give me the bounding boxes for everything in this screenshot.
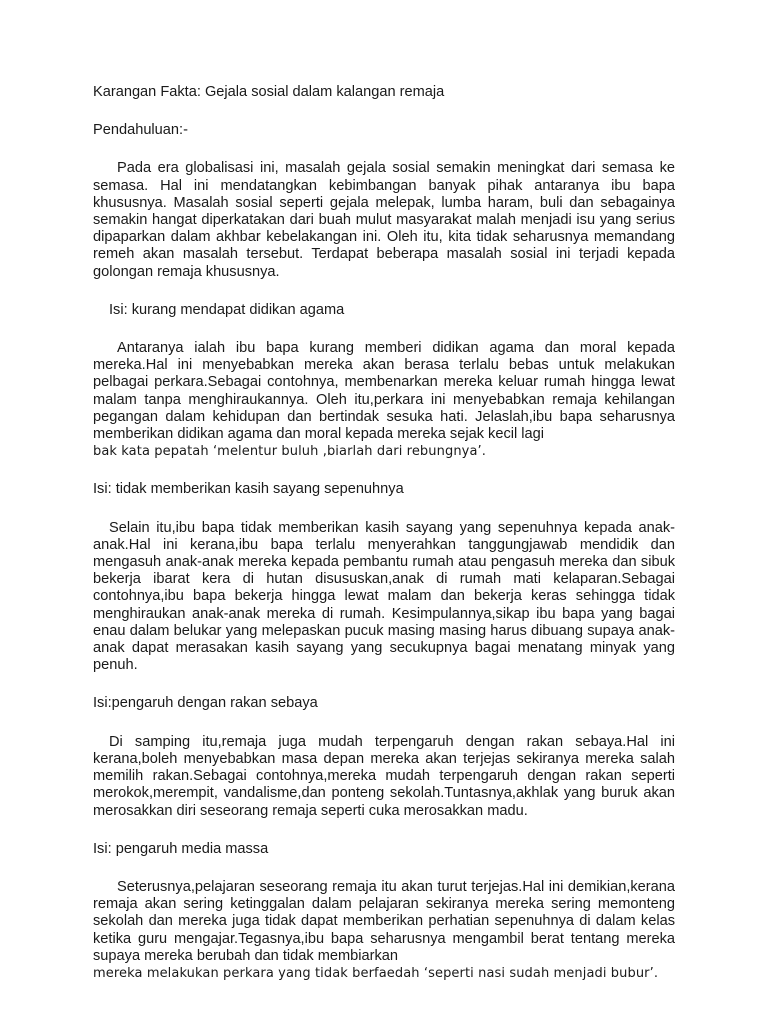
section-paragraph-agama — [93, 340, 675, 460]
section-paragraph-agama-proverb: bak kata pepatah ‘melentur buluh ,biarlah dari rebungnya’. — [93, 444, 486, 460]
section-heading-agama: Isi: kurang mendapat didikan agama — [109, 301, 345, 318]
section-heading-kasih-sayang: Isi: tidak memberikan kasih sayang sepenuhnya — [93, 481, 404, 498]
section-paragraph-rakan-sebaya: Di samping itu,remaja juga mudah terpengaruh dengan rakan sebaya.Hal ini kerana,boleh menyebabkan masa depan mereka akan terjejas sekiranya mereka salah memilih rakan.Sebagai contohnya,mereka mudah terpengaruh dengan rakan seperti merokok,merempit, vandalisme,dan ponteng sekolah.Tuntasnya,akhlak yang buruk akan merosakkan diri seseorang remaja seperti cuka merosakkan madu. — [93, 733, 675, 819]
section-paragraph-media-massa-text: Seterusnya,pelajaran seseorang remaja itu akan turut terjejas.Hal ini demikian,kerana remaja akan sering ketinggalan dalam pelajaran sekiranya mereka sering memonteng sekolah dan mereka juga tidak dapat memberikan perhatian sepenuhnya di dalam kelas ketika guru mengajar.Tegasnya,ibu bapa seharusnya mengambil berat tentang mereka supaya mereka berubah dan tidak membiarkan — [93, 878, 675, 964]
intro-paragraph: Pada era globalisasi ini, masalah gejala sosial semakin meningkat dari semasa ke semasa. Hal ini mendatangkan kebimbangan banyak pihak antaranya ibu bapa khususnya. Masalah sosial seperti gejala melepak, lumba haram, buli dan sebagainya semakin hangat diperkatakan dari buah mulut masyarakat malah menjadi isu yang serius dipaparkan dalam akhbar kebelakangan ini. Oleh itu, kita tidak seharusnya memandang remeh akan masalah tersebut. Terdapat beberapa masalah sosial ini terjadi kepada golongan remaja khususnya. — [93, 160, 675, 280]
section-heading-rakan-sebaya: Isi:pengaruh dengan rakan sebaya — [93, 695, 318, 712]
section-paragraph-kasih-sayang: Selain itu,ibu bapa tidak memberikan kasih sayang yang sepenuhnya kepada anak-anak.Hal ini kerana,ibu bapa terlalu menyerahkan tanggungjawab mendidik dan mengasuh anak-anak mereka kepada pembantu rumah atau pengasuh mereka dan sibuk bekerja ibarat kera di hutan disususkan,anak di rumah mati kelaparan.Sebagai contohnya,ibu bapa bekerja hingga lewat malam dan bekerja keras sehingga tidak menghiraukan anak-anak mereka di rumah. Kesimpulannya,sikap ibu bapa yang bagai enau dalam belukar yang melepaskan pucuk masing masing harus dibuang supaya anak-anak dapat merasakan kasih sayang yang secukupnya bagai menatang minyak yang penuh. — [93, 519, 675, 674]
intro-heading: Pendahuluan:- — [93, 122, 188, 139]
section-paragraph-agama-text: Antaranya ialah ibu bapa kurang memberi didikan agama dan moral kepada mereka.Hal ini menyebabkan mereka akan berasa terlalu bebas untuk melakukan pelbagai perkara.Sebagai contohnya, membenarkan mereka keluar rumah hingga lewat malam tanpa menghiraukannya. Oleh itu,perkara ini menyebabkan remaja kehilangan pegangan dalam kehidupan dan bertindak sesuka hati. Jelaslah,ibu bapa seharusnya memberikan didikan agama dan moral kepada mereka sejak kecil lagi — [93, 340, 675, 443]
document-title: Karangan Fakta: Gejala sosial dalam kalangan remaja — [93, 84, 445, 100]
section-paragraph-media-massa-proverb: mereka melakukan perkara yang tidak berfaedah ‘seperti nasi sudah menjadi bubur’. — [93, 965, 659, 981]
section-heading-media-massa: Isi: pengaruh media massa — [93, 840, 269, 857]
document-body — [93, 84, 675, 1003]
section-paragraph-media-massa — [93, 879, 675, 982]
